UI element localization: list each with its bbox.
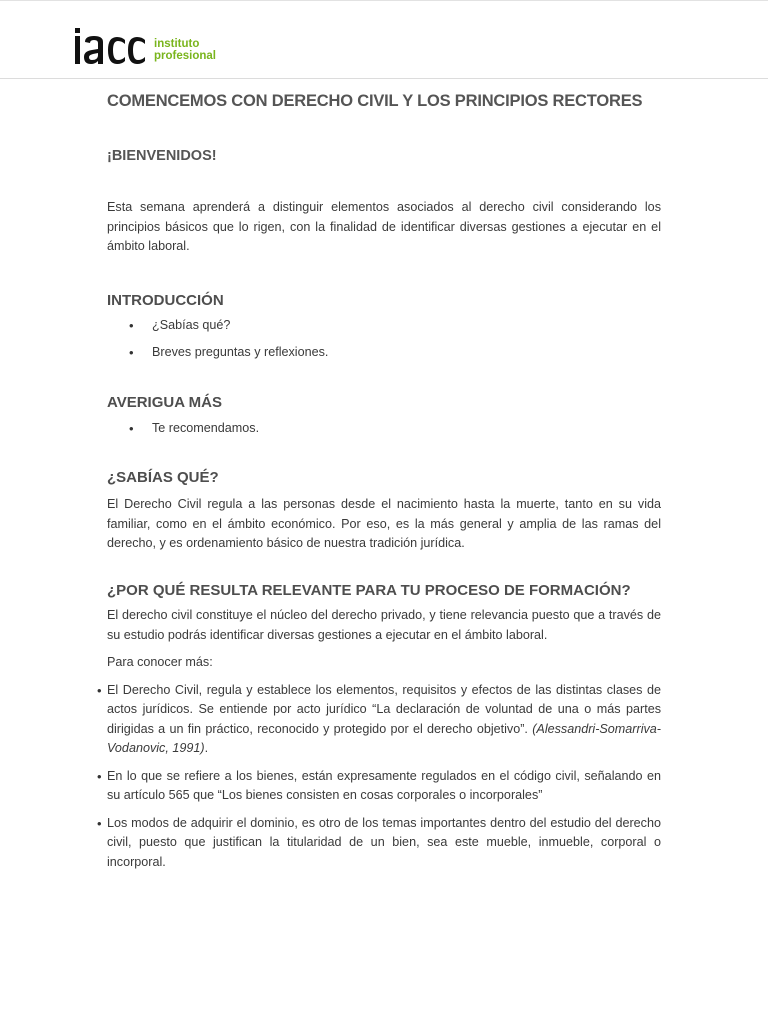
relevante-heading: ¿POR QUÉ RESULTA RELEVANTE PARA TU PROCESO DE FORMACIÓN?: [107, 581, 631, 599]
sabias-heading: ¿SABÍAS QUÉ?: [107, 468, 219, 486]
welcome-heading: [107, 148, 661, 164]
list-item: • En lo que se refiere a los bienes, están expresamente regulados en el código civil, señalando en su artículo 565 que “Los bienes consisten en cosas corporales o incorporales”: [81, 767, 661, 806]
bullet1-text: El Derecho Civil, regula y establece los elementos, requisitos y efectos de las distintas clases de actos jurídicos. Se entiende por acto jurídico “La declaración de voluntad de una o más partes dirigidas a un fin práctico, reconocido y protegido por el derecho objetivo”.: [107, 682, 661, 736]
document-body: [107, 90, 661, 872]
iacc-logo: [75, 28, 235, 68]
logo-line1: instituto: [154, 38, 200, 50]
averigua-heading: AVERIGUA MÁS: [107, 394, 223, 412]
sabias-paragraph: El Derecho Civil regula a las personas desde el nacimiento hasta la muerte, tanto en su vida familiar, como en el ámbito económico. Por eso, es la más general y amplia de las ramas del derecho, y es ordenamiento básico de nuestra tradición jurídica.: [107, 497, 661, 551]
logo-line2: profesional: [154, 50, 216, 62]
list-item: • Breves preguntas y reflexiones.: [107, 343, 661, 362]
iacc-logo-graphic: [75, 28, 235, 68]
relevante-paragraph: El derecho civil constituye el núcleo del derecho privado, y tiene relevancia puesto que a través de su estudio podrás identificar diversas gestiones a ejecutar en el ámbito laboral.: [107, 608, 661, 642]
page-header: [0, 1, 768, 79]
citation: (Alessandri-Somarriva-Vodanovic, 1991): [107, 721, 661, 756]
relevante-list: [81, 681, 661, 873]
averigua-list: [107, 419, 661, 438]
bullet1-end: .: [204, 741, 209, 756]
list-item: • Los modos de adquirir el dominio, es otro de los temas importantes dentro del estudio del derecho civil, puesto que justifican la titularidad de un bien, sea este mueble, inmueble, corporal o incorporal.: [81, 814, 661, 873]
list-item: [81, 681, 661, 759]
para-conocer-label: Para conocer más:: [107, 655, 213, 670]
welcome-text: ¡BIENVENIDOS!: [107, 148, 217, 165]
document-title: COMENCEMOS CON DERECHO CIVIL Y LOS PRINCIPIOS RECTORES: [107, 92, 643, 110]
list-item: • Te recomendamos.: [107, 419, 661, 438]
introduccion-heading: INTRODUCCIÓN: [107, 291, 224, 309]
list-item: • ¿Sabías qué?: [107, 316, 661, 335]
introduccion-list: [107, 316, 661, 362]
intro-paragraph: Esta semana aprenderá a distinguir elementos asociados al derecho civil considerando los principios básicos que lo rigen, con la finalidad de identificar diversas gestiones a ejecutar en el ámbito laboral.: [107, 200, 661, 254]
